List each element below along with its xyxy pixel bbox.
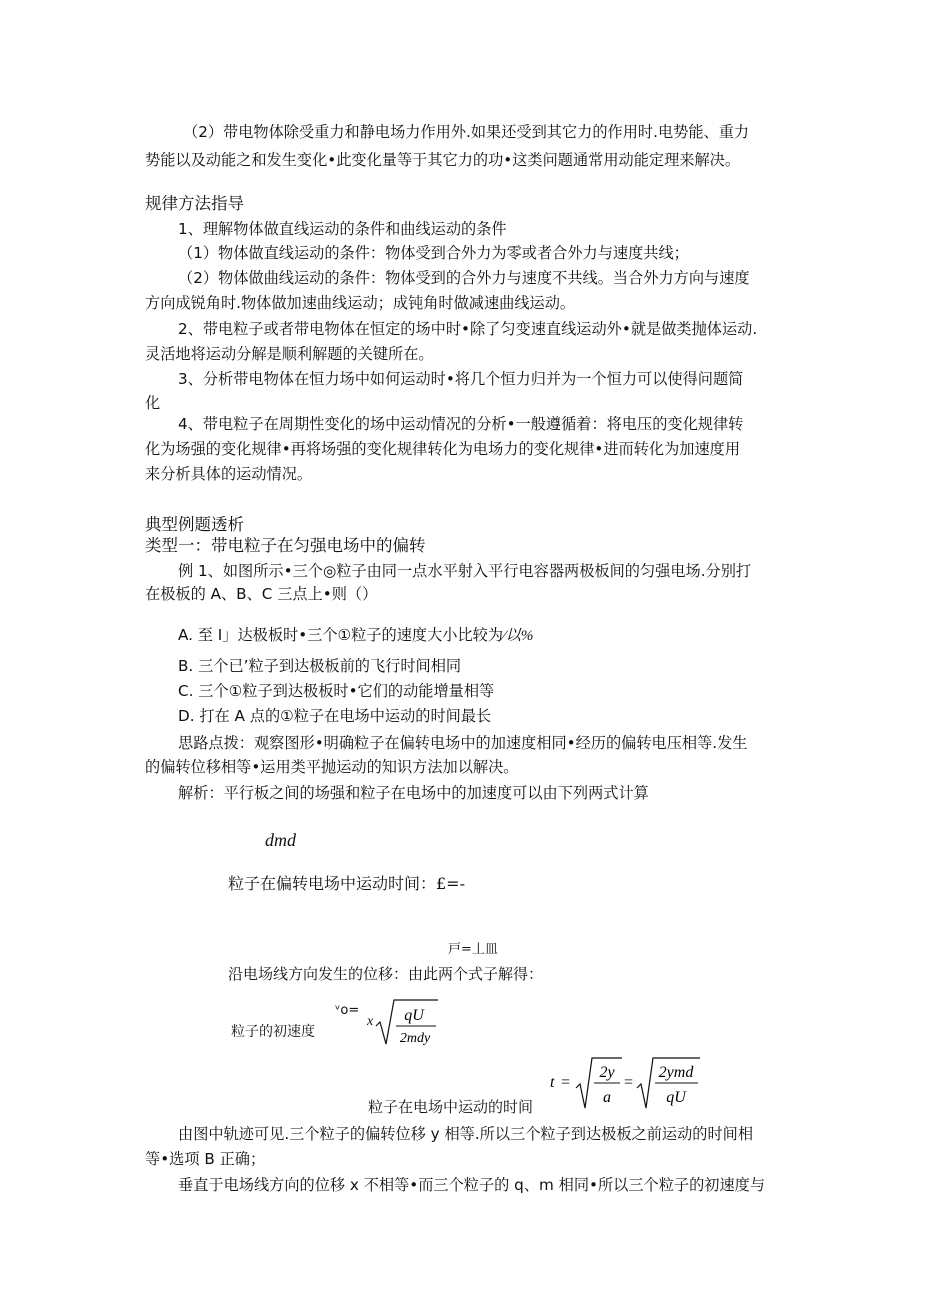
- rule-item: 3、分析带电物体在恒力场中如何运动时•将几个恒力归并为一个恒力可以使得问题简: [178, 370, 744, 388]
- formula-dmd: dmd: [265, 830, 296, 850]
- section-heading-rules: 规律方法指导: [145, 194, 244, 213]
- rule-item: （1）物体做直线运动的条件：物体受到合外力为零或者合外力与速度共线；: [178, 244, 689, 262]
- section-heading-examples: 典型例题透析: [145, 515, 244, 534]
- hint-text: 的偏转位移相等•运用类平抛运动的知识方法加以解决。: [145, 758, 519, 776]
- option-d: D. 打在 A 点的①粒子在电场中运动的时间最长: [178, 707, 492, 725]
- option-a: [178, 625, 533, 646]
- option-a-formula: ⁄以%: [503, 627, 534, 644]
- conclusion-text: 等•选项 B 正确；: [145, 1150, 266, 1168]
- t1-numerator: 2y: [599, 1064, 615, 1081]
- sqrt-formula-v0: [374, 996, 440, 1050]
- initial-velocity-label: 粒子的初速度: [231, 1024, 315, 1040]
- v0-denominator: 2mdy: [399, 1031, 431, 1046]
- conclusion-text: 垂直于电场线方向的位移 x 不相等•而三个粒子的 q、m 相同•所以三个粒子的初速度与: [178, 1176, 766, 1194]
- option-b: B. 三个已’粒子到达极板前的飞行时间相同: [178, 657, 462, 675]
- solution-text: 解析：平行板之间的场强和粒子在电场中的加速度可以由下列两式计算: [178, 784, 649, 802]
- formula-displacement-text: 沿电场线方向发生的位移：由此两个式子解得：: [228, 965, 544, 983]
- formula-v0-label: ᵛo=: [335, 1003, 360, 1018]
- rule-item: 方向成锐角时.物体做加速曲线运动；成钝角时做减速曲线运动。: [145, 294, 576, 312]
- rule-item: （2）物体做曲线运动的条件：物体受到的合外力与速度不共线。当合外力方向与速度: [178, 269, 750, 287]
- rule-item: 4、带电粒子在周期性变化的场中运动情况的分析•一般遵循着：将电压的变化规律转: [178, 415, 744, 433]
- v0-numerator: qU: [404, 1007, 424, 1024]
- hint-text: 思路点拨：观察图形•明确粒子在偏转电场中的加速度相同•经历的偏转电压相等.发生: [178, 734, 748, 752]
- type-heading: 类型一：带电粒子在匀强电场中的偏转: [145, 536, 426, 555]
- equals-sign: =: [561, 1074, 571, 1091]
- field-time-label: 粒子在电场中运动的时间: [368, 1098, 534, 1116]
- rule-item: 化为场强的变化规律•再将场强的变化规律转化为电场力的变化规律•进而转化为加速度用: [145, 440, 741, 458]
- rule-item: 灵活地将运动分解是顺利解题的关键所在。: [145, 345, 434, 363]
- equals-sign: =: [624, 1074, 634, 1091]
- rule-item: 1、理解物体做直线运动的条件和曲线运动的条件: [178, 220, 507, 238]
- option-a-text: A. 至 I」达极板时•三个①粒子的速度大小比较为: [178, 626, 504, 644]
- example-text: 例 1、如图所示•三个◎粒子由同一点水平射入平行电容器两极板间的匀强电场.分别打: [178, 562, 752, 580]
- conclusion-text: 由图中轨迹可见.三个粒子的偏转位移 y 相等.所以三个粒子到达极板之前运动的时间相: [178, 1125, 754, 1143]
- paragraph-line: （2）带电物体除受重力和静电场力作用外.如果还受到其它力的作用时.电势能、重力: [183, 123, 750, 141]
- t1-denominator: a: [603, 1089, 611, 1106]
- formula-x: x: [367, 1014, 374, 1029]
- rule-item: 化: [145, 394, 161, 412]
- example-text: 在极板的 A、B、C 三点上•则（）: [145, 585, 378, 603]
- paragraph-line: 势能以及动能之和发生变化•此变化量等于其它力的功•这类问题通常用动能定理来解决。: [145, 151, 741, 169]
- t-symbol: t: [550, 1074, 555, 1091]
- rule-item: 来分析具体的运动情况。: [145, 465, 313, 483]
- formula-time: [544, 1054, 704, 1112]
- option-c: C. 三个①粒子到达极板时•它们的动能增量相等: [178, 682, 495, 700]
- t2-denominator: qU: [666, 1089, 686, 1106]
- rule-item: 2、带电粒子或者带电物体在恒定的场中时•除了匀变速直线运动外•就是做类抛体运动.: [178, 320, 758, 338]
- t2-numerator: 2ymd: [658, 1064, 694, 1081]
- formula-y: 戸=丄皿: [448, 942, 498, 957]
- formula-time-text: 粒子在偏转电场中运动时间：£=-: [228, 874, 465, 893]
